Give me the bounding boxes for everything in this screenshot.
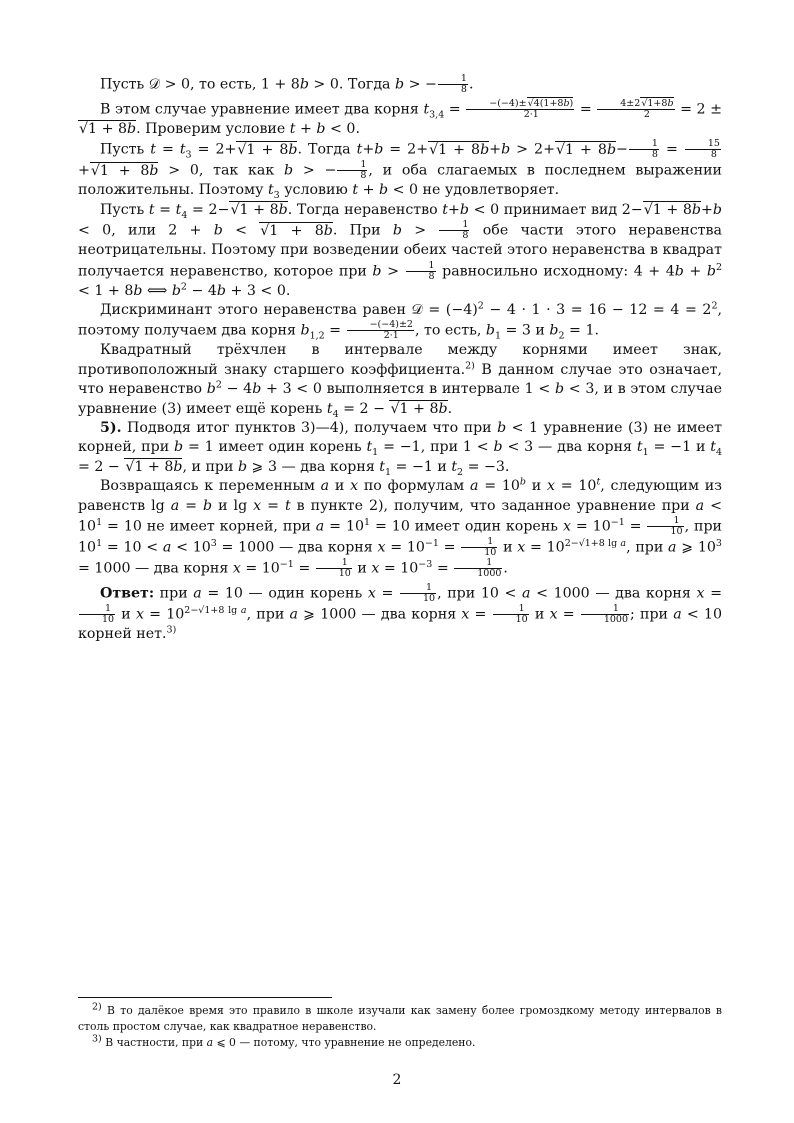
paragraph-4: Пусть $t = t_4 = 2-√1 + 8b$. Тогда неравенство t+b < 0 принимает вид 2−√1 + 8b+b < 0, или 2 + b < √1 + 8b. При b > $\frac{1}{8}$ обе части этого неравенства неотрицательны. Поэтому при возведении обеих частей этого неравенства в квадрат получается неравенство, которое при b > $\frac{1}{8}$ равносильно исходному: $4 + 4b + b^2 < 1 + 8b$ ⟺ $b^2 - 4b + 3 < 0$. — [78, 201, 722, 299]
main-text — [78, 74, 722, 645]
footnotes — [78, 1003, 722, 1051]
answer-paragraph: Ответ: при a = 10 — один корень x = $\frac{1}{10}$ , при 10 < a < 1000 — два корня x = $\frac{1}{10}$ и $x = 10^{2-√1+8 lg a}$, при a ⩾ 1000 — два корня x = $\frac{1}{10}$ и x = $\frac{1}{1000}$ ; при a < 10 корней нет.$^{3)}$ — [78, 582, 722, 643]
page-number: 2 — [392, 1072, 402, 1088]
paragraph-6: Квадратный трёхчлен в интервале между корнями имеет знак, противоположный знаку старшего коэффициента.$^{2)}$ В данном случае это означает, что неравенство $b^2 - 4b + 3 < 0$ выполняется в интервале 1 < b < 3, и в этом случае уравнение (3) имеет ещё корень $t_4 = 2 - √1 + 8b$. — [78, 342, 722, 420]
footnote-3: $^{3)}$ В частности, при a ⩽ 0 — потому, что уравнение не определено. — [92, 1033, 476, 1049]
paragraph-7: 5). Подводя итог пунктов 3)—4), получаем что при b < 1 уравнение (3) не имеет корней, при b = 1 имеет один корень $t_1 = -1$, при 1 < b < 3 — два корня $t_1 = -1$ и $t_4 = 2 - √1 + 8b$, и при b ⩾ 3 — два корня $t_1 = -1$ и $t_2 = -3$. — [78, 420, 722, 478]
paragraph-5: Дискриминант этого неравенства равен 𝒟 = $(-4)^2 - 4 \cdot 1 \cdot 3 = 16 - 12 = 4 = 2^2$, поэтому получаем два корня $b_{1,2}$ = $\frac{-(-4)\pm 2}{2\cdot 1}$ , то есть, $b_1 = 3$ и $b_2 = 1$. — [78, 300, 722, 342]
paragraph-3: Пусть $t = t_3 = 2+√1 + 8b$. Тогда t+b = 2+√1 + 8b+b > 2+√1 + 8b− $\frac{1}{8}$ = $\frac{15}{8}$ +√1 + 8b > 0, так как b > − $\frac{1}{8}$ , и оба слагаемых в последнем выражении положительны. Поэтому $t_3$ условию t + b < 0 не удовлетворяет. — [78, 138, 722, 202]
paragraph-2: В этом случае уравнение имеет два корня $t_{3,4}$ = $\frac{-(-4)\pm√4(1+8b)}{2\cdot 1}$ = $\frac{4\pm 2√1+8b}{2}$ = 2 ± √1 + 8b. Проверим условие t + b < 0. — [79, 98, 722, 137]
footnote-rule — [78, 997, 332, 998]
answer-label: Ответ: — [100, 585, 155, 602]
paragraph-1: Пусть 𝒟 > 0, то есть, 1 + 8b > 0. Тогда b > − $\frac{1}{8}$ . — [100, 73, 474, 95]
item-label: 5). — [100, 420, 122, 437]
paragraph-8: Возвращаясь к переменным a и x по формулам $a = 10^b$ и $x = 10^t$, следующим из равенств lg a = b и lg x = t в пункте 2), получим, что заданное уравнение при $a < 10^1 = 10$ не имеет корней, при $a = 10^1 = 10$ имеет один корень $x = 10^{-1}$ = $\frac{1}{10}$ , при $10^1 = 10 < a < 10^3 = 1000$ — два корня $x = 10^{-1}$ = $\frac{1}{10}$ и $x = 10^{2-√1+8 lg a}$, при a ⩾ $10^3 = 1000$ — два корня $x = 10^{-1}$ = $\frac{1}{10}$ и $x = 10^{-3}$ = $\frac{1}{1000}$ . — [78, 476, 723, 580]
footnote-2: $^{2)}$ В то далёкое время это правило в школе изучали как замену более громоздкому методу интервалов в столь простом случае, как квадратное неравенство. — [78, 1001, 722, 1033]
